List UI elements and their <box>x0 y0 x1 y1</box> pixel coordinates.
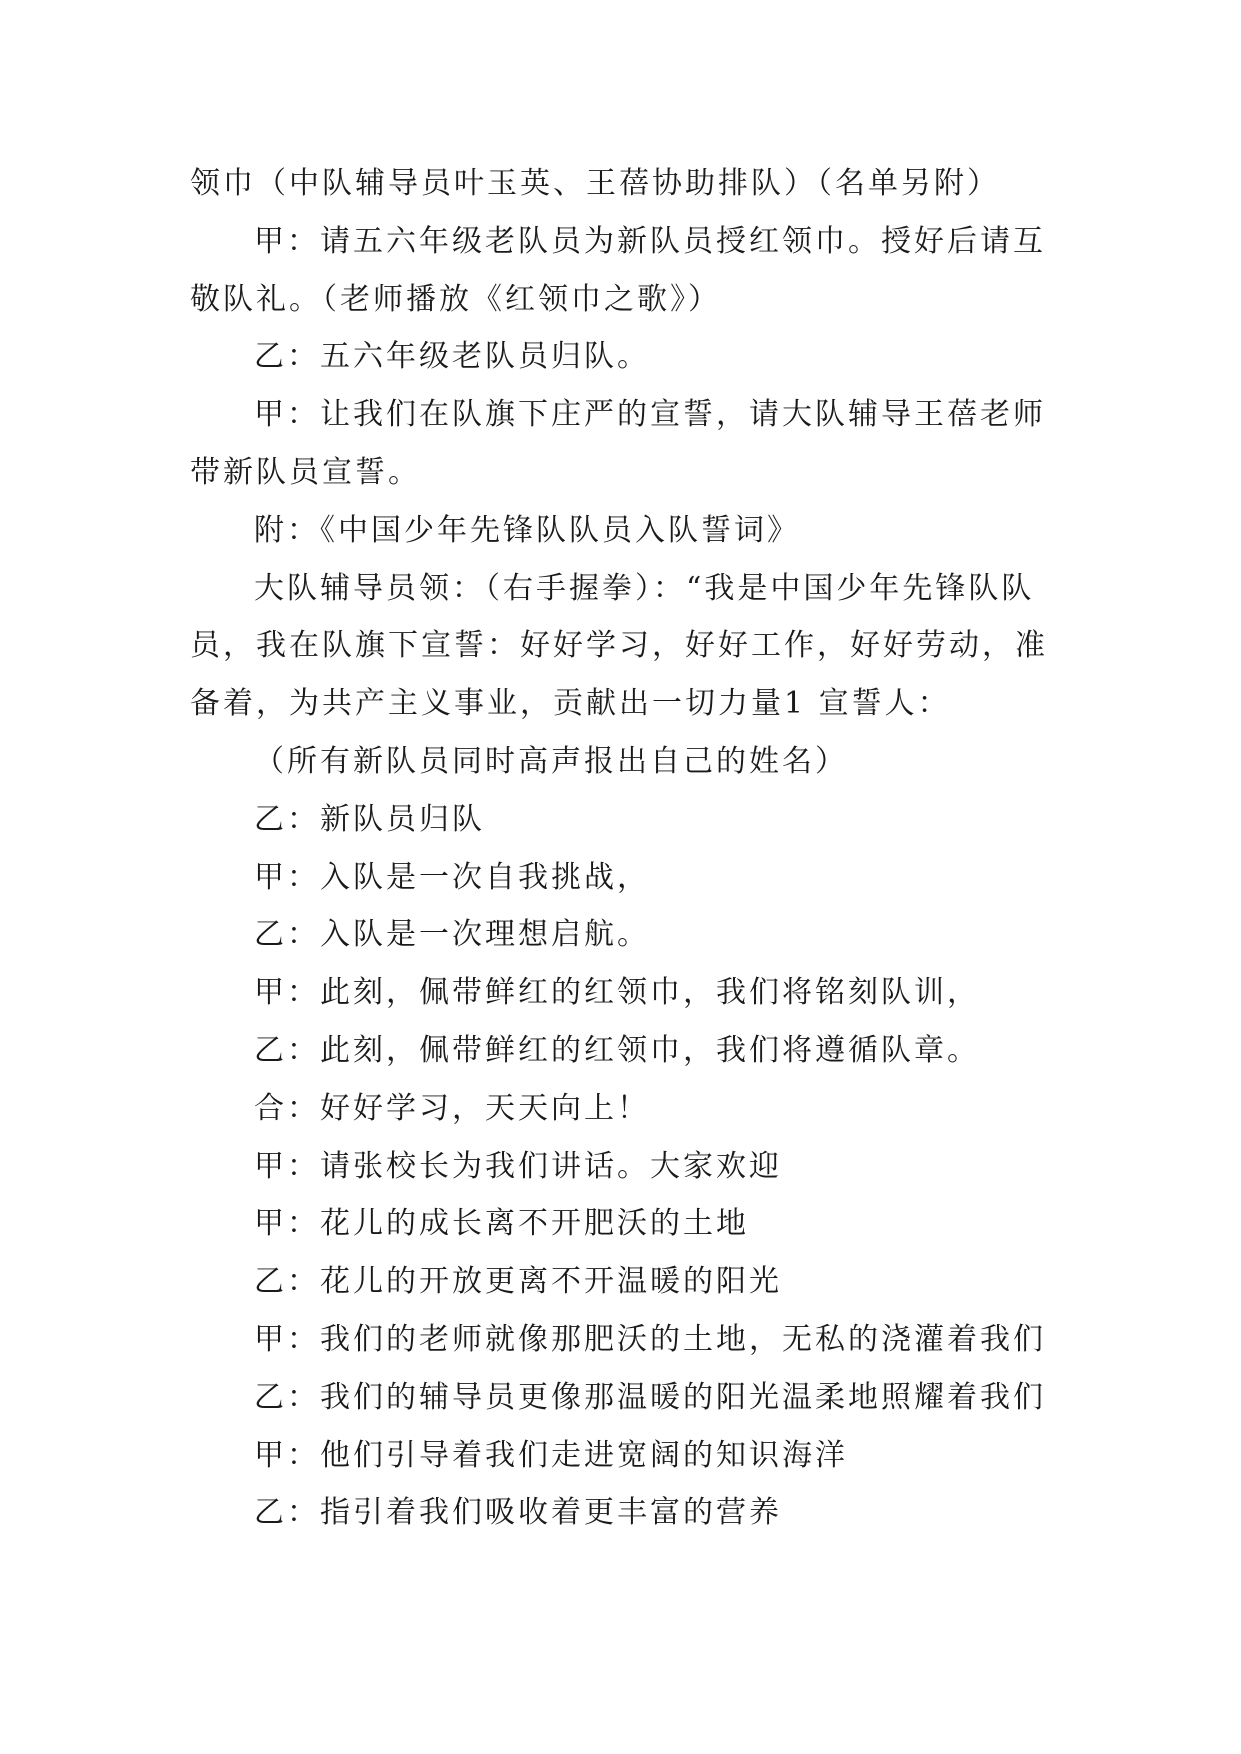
paragraph: 甲：此刻，佩带鲜红的红领巾，我们将铭刻队训， <box>254 975 980 1011</box>
paragraph: 乙：新队员归队 <box>254 801 485 837</box>
paragraph: （所有新队员同时高声报出自己的姓名） <box>254 743 848 779</box>
paragraph: 大队辅导员领：（右手握拳）：“我是中国少年先锋队队员，我在队旗下宣誓：好好学习，好好工作，好好劳动，准备着，为共产主义事业，贡献出一切力量1 宣誓人： <box>190 570 1048 722</box>
paragraph: 乙：花儿的开放更离不开温暖的阳光 <box>254 1264 782 1300</box>
paragraph: 附：《中国少年先锋队队员入队誓词》 <box>254 512 800 548</box>
paragraph: 乙：指引着我们吸收着更丰富的营养 <box>254 1495 782 1531</box>
paragraph: 甲：我们的老师就像那肥沃的土地，无私的浇灌着我们 <box>254 1321 1046 1357</box>
paragraph: 乙：我们的辅导员更像那温暖的阳光温柔地照耀着我们 <box>254 1379 1046 1415</box>
paragraph: 甲：让我们在队旗下庄严的宣誓，请大队辅导王蓓老师带新队员宣誓。 <box>190 397 1046 490</box>
paragraph: 乙：此刻，佩带鲜红的红领巾，我们将遵循队章。 <box>254 1032 980 1068</box>
paragraph: 甲：花儿的成长离不开肥沃的土地 <box>254 1206 749 1242</box>
paragraph: 乙：五六年级老队员归队。 <box>254 339 650 375</box>
paragraph: 合：好好学习，天天向上！ <box>254 1090 650 1126</box>
document-body <box>190 155 1050 1542</box>
paragraph: 甲：请五六年级老队员为新队员授红领巾。授好后请互敬队礼。（老师播放《红领巾之歌》） <box>190 223 1046 317</box>
paragraph: 甲：入队是一次自我挑战， <box>254 859 650 895</box>
paragraph: 乙：入队是一次理想启航。 <box>254 917 650 953</box>
paragraph: 甲：他们引导着我们走进宽阔的知识海洋 <box>254 1437 848 1473</box>
paragraph: 领巾（中队辅导员叶玉英、王蓓协助排队）（名单另附） <box>190 166 1000 201</box>
paragraph: 甲：请张校长为我们讲话。大家欢迎 <box>254 1148 782 1184</box>
